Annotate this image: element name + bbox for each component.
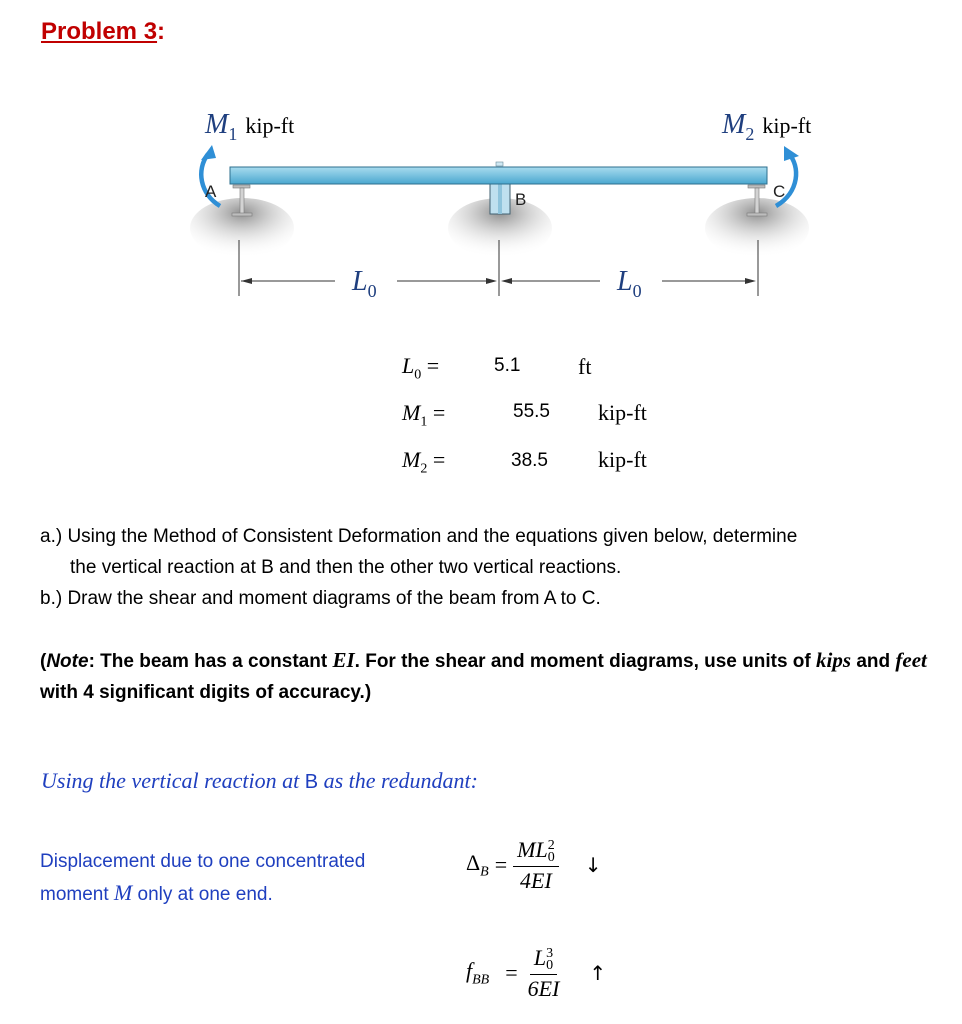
span-right-symbol: L — [617, 266, 633, 297]
fbb-lhs: $f_{BB}$ — [466, 958, 490, 988]
m2-label — [721, 109, 811, 144]
redundant-statement: Using the vertical reaction at B as the redundant: — [41, 768, 478, 793]
displacement-line2: moment M only at one end. — [40, 880, 273, 905]
m1-sub: 1 — [228, 124, 238, 144]
given-label-l0: $L_0$ = — [402, 353, 440, 383]
given-value-m2: 38.5 — [511, 450, 548, 471]
span-left-label — [351, 266, 377, 301]
displacement-description — [40, 846, 440, 910]
dim-arrowhead-1 — [241, 278, 252, 284]
given-label-m2: $M_2$ = — [402, 447, 446, 477]
m2-sub: 2 — [745, 124, 755, 144]
m1-label — [204, 109, 294, 144]
delta-b-denominator: 4EI — [520, 867, 552, 893]
question-a-line2: the vertical reaction at B and then the other two vertical reactions. — [70, 557, 622, 578]
problem-title-colon: : — [157, 18, 166, 45]
fbb-fraction — [524, 946, 564, 1001]
problem-title — [41, 18, 165, 46]
span-left-sub: 0 — [367, 281, 377, 301]
given-unit-m1: kip-ft — [598, 400, 647, 425]
note-feet: feet — [895, 648, 927, 672]
fbb-eq: = — [505, 960, 518, 986]
dim-arrowhead-2 — [486, 278, 497, 284]
given-value-l0: 5.1 — [494, 355, 521, 376]
note-ei: EI — [332, 648, 355, 672]
delta-b-numerator: ML 2 0 — [513, 838, 559, 867]
delta-b-lhs: $\Delta_B$ — [466, 850, 489, 880]
m2-symbol: M — [722, 109, 746, 140]
note-word: Note — [46, 651, 89, 672]
note: (Note: The beam has a constant EI. For the shear and moment diagrams, use units of kips and feet with 4 significant digits of accuracy.) — [40, 648, 927, 703]
fbb-numerator: L 3 0 — [530, 946, 557, 975]
given-value-m1: 55.5 — [513, 401, 550, 422]
fbb-denominator: 6EI — [527, 975, 560, 1001]
delta-b-equation — [466, 838, 601, 893]
beam — [230, 167, 767, 184]
fbb-equation — [466, 946, 606, 1001]
span-right-label — [616, 266, 642, 301]
m1-symbol: M — [205, 109, 229, 140]
given-unit-m2: kip-ft — [598, 447, 647, 472]
delta-b-fraction — [513, 838, 559, 893]
delta-b-eq: = — [494, 852, 508, 878]
m2-unit: kip-ft — [762, 113, 812, 138]
span-left-symbol: L — [352, 266, 368, 297]
note-kips: kips — [816, 648, 852, 672]
dim-arrowhead-3 — [501, 278, 512, 284]
delta-b-arrow: ↓ — [584, 853, 602, 878]
m1-unit: kip-ft — [245, 113, 295, 138]
support-a-label: A — [205, 182, 217, 201]
question-b: b.) Draw the shear and moment diagrams of the beam from A to C. — [40, 588, 601, 609]
dim-arrowhead-4 — [745, 278, 756, 284]
support-b-label: B — [515, 190, 527, 209]
redundant-b: B — [304, 771, 319, 793]
question-a-line1: a.) Using the Method of Consistent Deformation and the equations given below, determine — [40, 526, 798, 547]
given-label-m1: $M_1$ = — [402, 400, 446, 430]
given-unit-l0: ft — [578, 354, 592, 379]
problem-title-text: Problem 3 — [41, 18, 158, 45]
beam-diagram — [0, 90, 962, 320]
fbb-arrow: ↑ — [589, 961, 607, 986]
support-c-label: C — [773, 182, 786, 201]
moment-arrowhead-a — [201, 145, 216, 160]
displacement-line1: Displacement due to one concentrated — [40, 851, 366, 872]
span-right-sub: 0 — [632, 281, 642, 301]
